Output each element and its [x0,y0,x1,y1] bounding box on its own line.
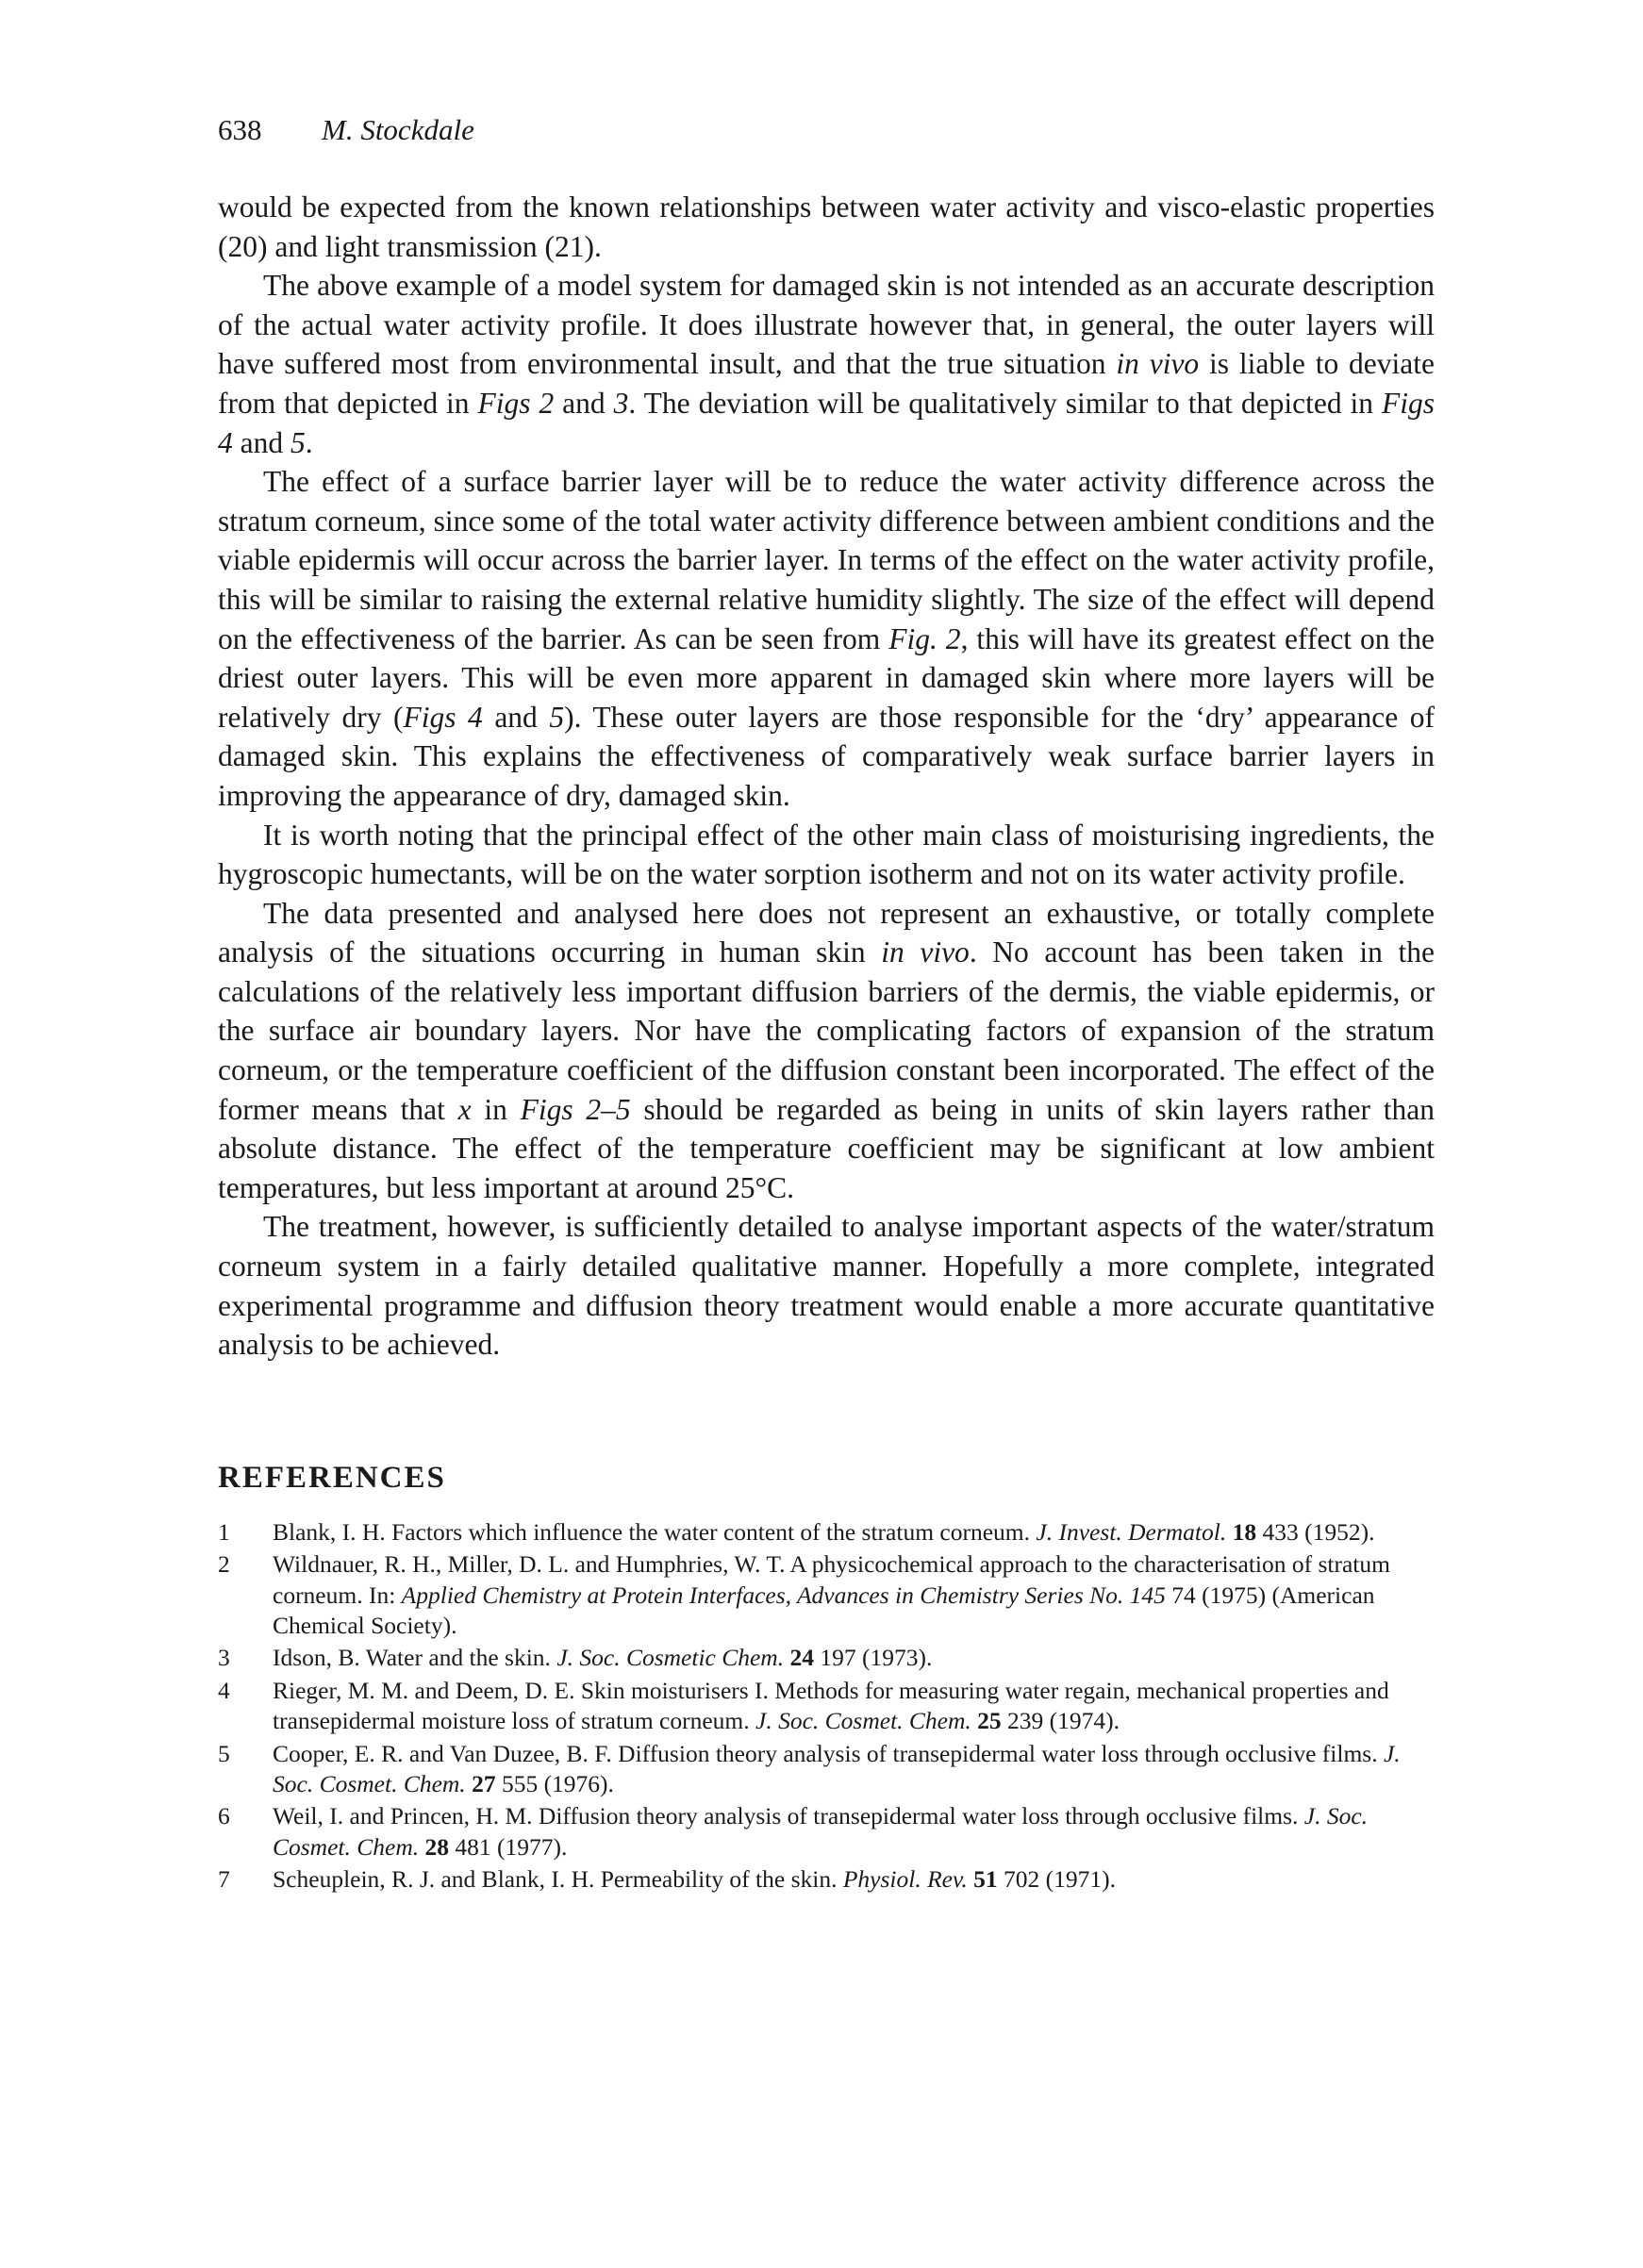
body-paragraph-3: The effect of a surface barrier layer will be to reduce the water activity difference across the stratum corneum, since some of the total water activity difference between ambient conditions and the viable epidermis will occur across the barrier layer. In terms of the effect on the water activity profile, this will be similar to raising the external relative humidity slightly. The size of the effect will depend on the effectiveness of the barrier. As can be seen from Fig. 2, this will have its greatest effect on the driest outer layers. This will be even more apparent in damaged skin where more layers will be relatively dry (Figs 4 and 5). These outer layers are those responsible for the ‘dry’ appearance of damaged skin. This explains the effectiveness of comparatively weak surface barrier layers in improving the appearance of dry, damaged skin. [218,465,1435,812]
reference-number: 1 [218,1517,230,1546]
reference-3: 3 Idson, B. Water and the skin. J. Soc. Cosmetic Chem. 24 197 (1973). [218,1643,1435,1673]
running-head-author: M. Stockdale [322,113,474,146]
reference-2: 2 Wildnauer, R. H., Miller, D. L. and Humphries, W. T. A physicochemical approach to the characterisation of stratum corneum. In: Applied Chemistry at Protein Interfaces, Advances in Chemistry Series No. 145 74 (1975) (American Chemical Society). [218,1550,1390,1640]
reference-number: 2 [218,1550,230,1579]
body-paragraph-6: The treatment, however, is sufficiently detailed to analyse important aspects of the water/stratum corneum system in a fairly detailed qualitative manner. Hopefully a more complete, integrated experimental programme and diffusion theory treatment would enable a more accurate quantitative analysis to be achieved. [218,1210,1435,1362]
body-paragraph-5: The data presented and analysed here does not represent an exhaustive, or totally complete analysis of the situations occurring in human skin in vivo. No account has been taken in the calculations of the relatively less important diffusion barriers of the dermis, the viable epidermis, or the surface air boundary layers. Nor have the complicating factors of expansion of the stratum corneum, or the temperature coefficient of the diffusion constant been incorporated. The effect of the former means that x in Figs 2–5 should be regarded as being in units of skin layers rather than absolute distance. The effect of the temperature coefficient may be significant at low ambient temperatures, but less important at around 25°C. [218,896,1435,1204]
references-heading: REFERENCES [218,1460,446,1495]
page-number: 638 [218,113,262,146]
reference-number: 6 [218,1802,230,1830]
reference-5: 5 Cooper, E. R. and Van Duzee, B. F. Diffusion theory analysis of transepidermal water loss through occlusive films. J. Soc. Cosmet. Chem. 27 555 (1976). [218,1739,1401,1798]
reference-4: 4 Rieger, M. M. and Deem, D. E. Skin moisturisers I. Methods for measuring water regain, mechanical properties and transepidermal moisture loss of stratum corneum. J. Soc. Cosmet. Chem. 25 239 (1974). [218,1676,1389,1735]
reference-number: 4 [218,1676,230,1704]
references-list [218,1517,1435,1896]
reference-7: 7 Scheuplein, R. J. and Blank, I. H. Permeability of the skin. Physiol. Rev. 51 702 (1971). [218,1864,1435,1895]
reference-1: 1 Blank, I. H. Factors which influence the water content of the stratum corneum. J. Invest. Dermatol. 18 433 (1952). [218,1517,1435,1548]
running-head [218,111,1435,149]
journal-page [218,111,1435,1897]
body-paragraph-1: would be expected from the known relationships between water activity and visco-elastic properties (20) and light transmission (21). [218,190,1435,263]
reference-number: 7 [218,1865,230,1894]
body-text [218,188,1435,1365]
reference-number: 3 [218,1644,230,1672]
body-paragraph-4: It is worth noting that the principal effect of the other main class of moisturising ingredients, the hygroscopic humectants, will be on the water sorption isotherm and not on its water activity profile. [218,818,1435,891]
reference-number: 5 [218,1739,230,1767]
body-paragraph-2: The above example of a model system for damaged skin is not intended as an accurate description of the actual water activity profile. It does illustrate however that, in general, the outer layers will have suffered most from environmental insult, and that the true situation in vivo is liable to deviate from that depicted in Figs 2 and 3. The deviation will be qualitatively similar to that depicted in Figs 4 and 5. [218,269,1436,459]
reference-6: 6 Weil, I. and Princen, H. M. Diffusion theory analysis of transepidermal water loss through occlusive films. J. Soc. Cosmet. Chem. 28 481 (1977). [218,1802,1369,1861]
